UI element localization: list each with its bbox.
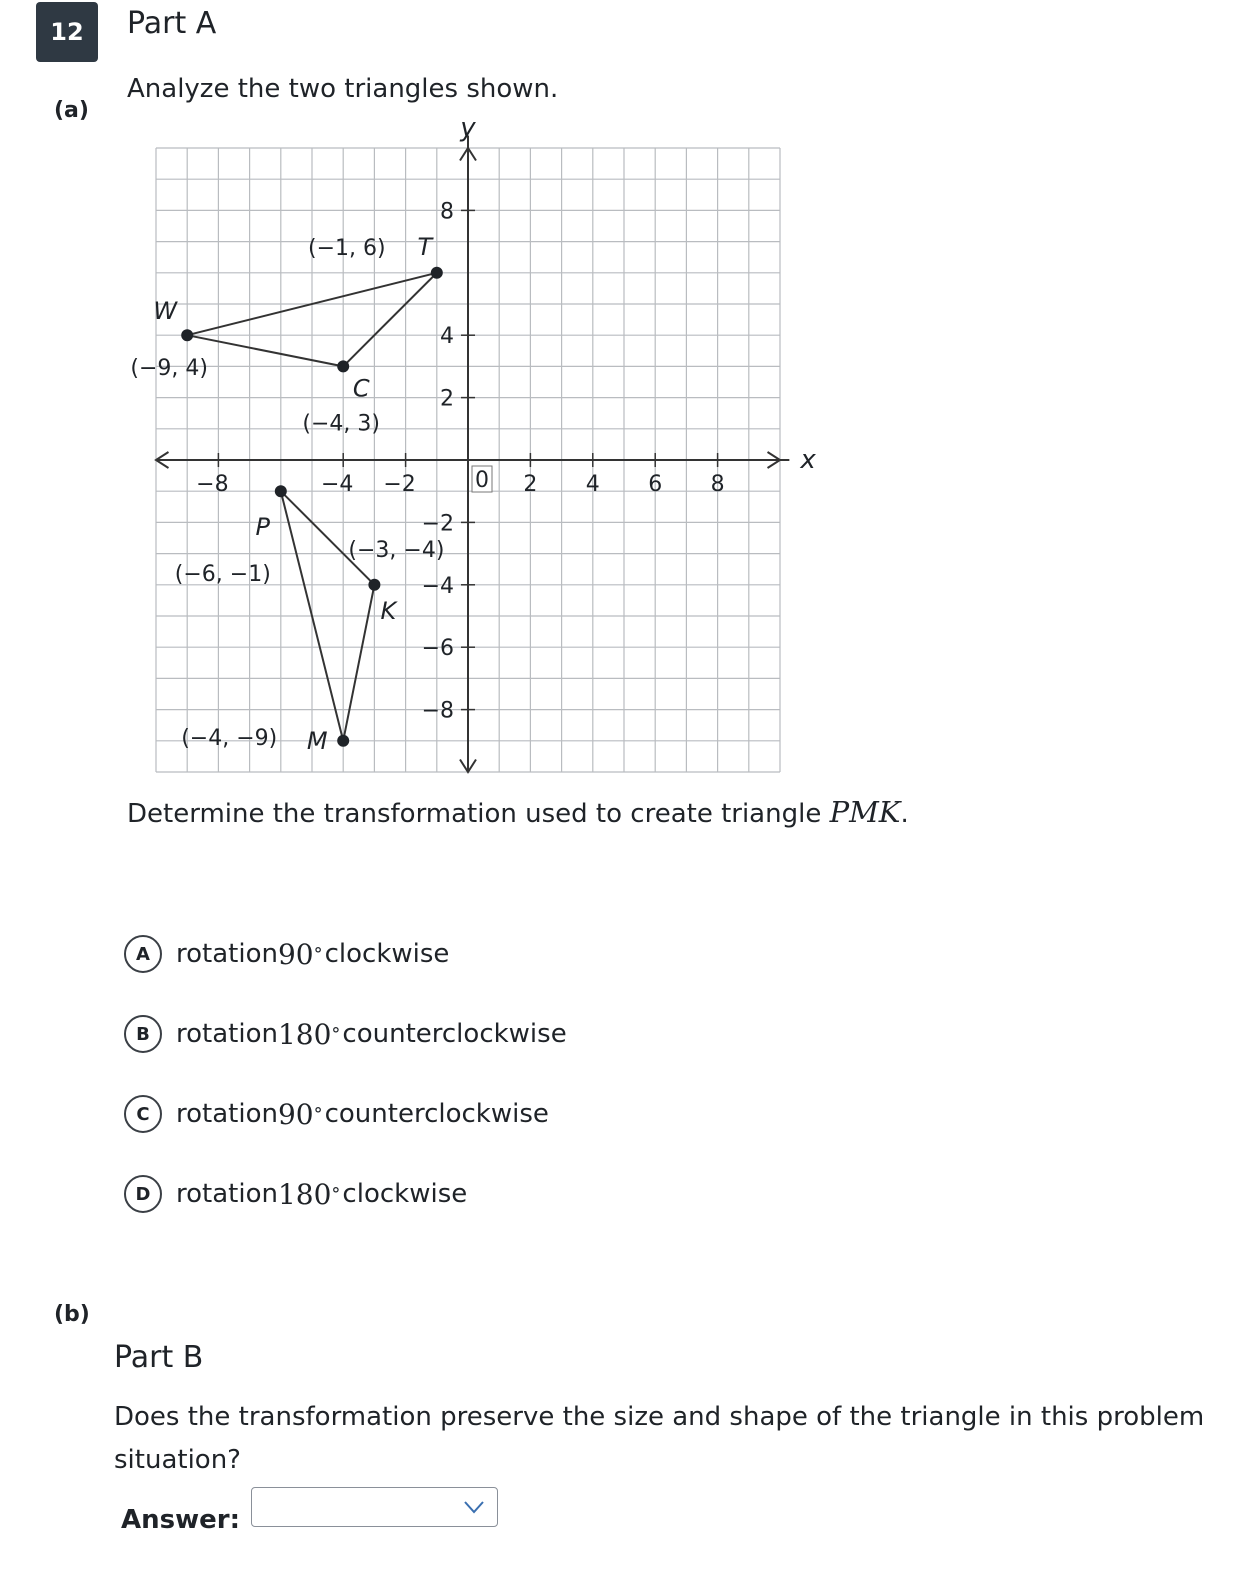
x-tick-label: −2 <box>383 472 416 497</box>
x-tick-label: −8 <box>196 472 229 497</box>
x-tick-label: −4 <box>320 472 354 497</box>
x-tick-label: 8 <box>710 472 725 497</box>
part-b-title: Part B <box>114 1340 204 1375</box>
choice-d[interactable] <box>124 1170 467 1218</box>
choice-c-bubble[interactable]: C <box>124 1095 162 1133</box>
part-b-label: (b) <box>54 1302 90 1327</box>
vertex-label-p: P <box>255 513 271 542</box>
y-tick-label: 4 <box>440 324 454 350</box>
choice-d-angle: 180 <box>277 1177 332 1211</box>
choice-d-prefix: rotation <box>176 1179 278 1209</box>
point-w <box>181 329 193 341</box>
prompt-determine-text: Determine the transformation used to create triangle <box>127 799 822 829</box>
x-tick-label: 4 <box>585 472 600 497</box>
coord-label-p: (−6, −1) <box>174 562 271 588</box>
y-tick-label: −4 <box>421 573 454 599</box>
vertex-label-m: M <box>306 726 328 755</box>
choice-b-angle: 180 <box>277 1017 332 1051</box>
choice-c-direction: counterclockwise <box>324 1099 549 1129</box>
origin-label: 0 <box>475 468 489 493</box>
y-tick-label: −2 <box>421 511 454 537</box>
choice-b-degree: ° <box>331 1023 341 1045</box>
question-number-badge: 12 <box>36 2 98 62</box>
vertex-label-t: T <box>417 232 433 261</box>
choice-a-degree: ° <box>313 943 323 965</box>
coord-label-t: (−1, 6) <box>308 235 386 261</box>
choice-b[interactable] <box>124 1010 567 1058</box>
choice-c-prefix: rotation <box>176 1099 278 1129</box>
x-tick-label: 6 <box>648 472 663 497</box>
choice-d-direction: clockwise <box>342 1179 468 1209</box>
coord-label-w: (−9, 4) <box>130 356 208 382</box>
vertex-label-k: K <box>380 596 397 625</box>
choice-b-prefix: rotation <box>176 1019 278 1049</box>
coordinate-graph <box>130 108 830 798</box>
prompt-period: . <box>900 799 909 829</box>
choice-d-bubble[interactable]: D <box>124 1175 162 1213</box>
choice-a-bubble[interactable]: A <box>124 935 162 973</box>
choice-d-degree: ° <box>331 1183 341 1205</box>
choice-a-direction: clockwise <box>324 939 450 969</box>
vertex-label-w: W <box>153 297 178 326</box>
y-tick-label: 2 <box>440 386 454 412</box>
choice-c-angle: 90 <box>277 1097 314 1131</box>
y-axis-label: y <box>460 113 476 143</box>
prompt-determine <box>127 795 909 829</box>
y-tick-label: −8 <box>421 698 454 724</box>
point-k <box>368 579 380 591</box>
point-m <box>337 735 349 747</box>
choice-a-prefix: rotation <box>176 939 278 969</box>
point-c <box>337 360 349 372</box>
chevron-down-icon[interactable] <box>463 1497 485 1517</box>
vertex-label-c: C <box>352 374 370 403</box>
answer-label: Answer: <box>121 1505 240 1535</box>
x-tick-label: 2 <box>523 472 538 497</box>
point-t <box>431 267 443 279</box>
choice-c-degree: ° <box>313 1103 323 1125</box>
part-a-label: (a) <box>54 98 89 123</box>
coord-label-m: (−4, −9) <box>181 725 278 751</box>
part-a-title: Part A <box>127 6 217 41</box>
choice-b-direction: counterclockwise <box>342 1019 567 1049</box>
choice-c[interactable] <box>124 1090 549 1138</box>
choice-b-bubble[interactable]: B <box>124 1015 162 1053</box>
choice-a-angle: 90 <box>277 937 314 971</box>
prompt-analyze: Analyze the two triangles shown. <box>127 74 559 104</box>
y-tick-label: 8 <box>440 199 454 225</box>
point-p <box>275 485 287 497</box>
triangle-name: PMK <box>829 795 901 829</box>
part-b-question: Does the transformation preserve the size and shape of the triangle in this problem situation? <box>114 1402 1205 1475</box>
answer-dropdown[interactable] <box>251 1487 498 1527</box>
coord-label-c: (−4, 3) <box>302 411 380 437</box>
x-axis-label: x <box>800 445 816 475</box>
y-tick-label: −6 <box>421 636 454 662</box>
coord-label-k: (−3, −4) <box>348 537 445 563</box>
choice-a[interactable] <box>124 930 449 978</box>
